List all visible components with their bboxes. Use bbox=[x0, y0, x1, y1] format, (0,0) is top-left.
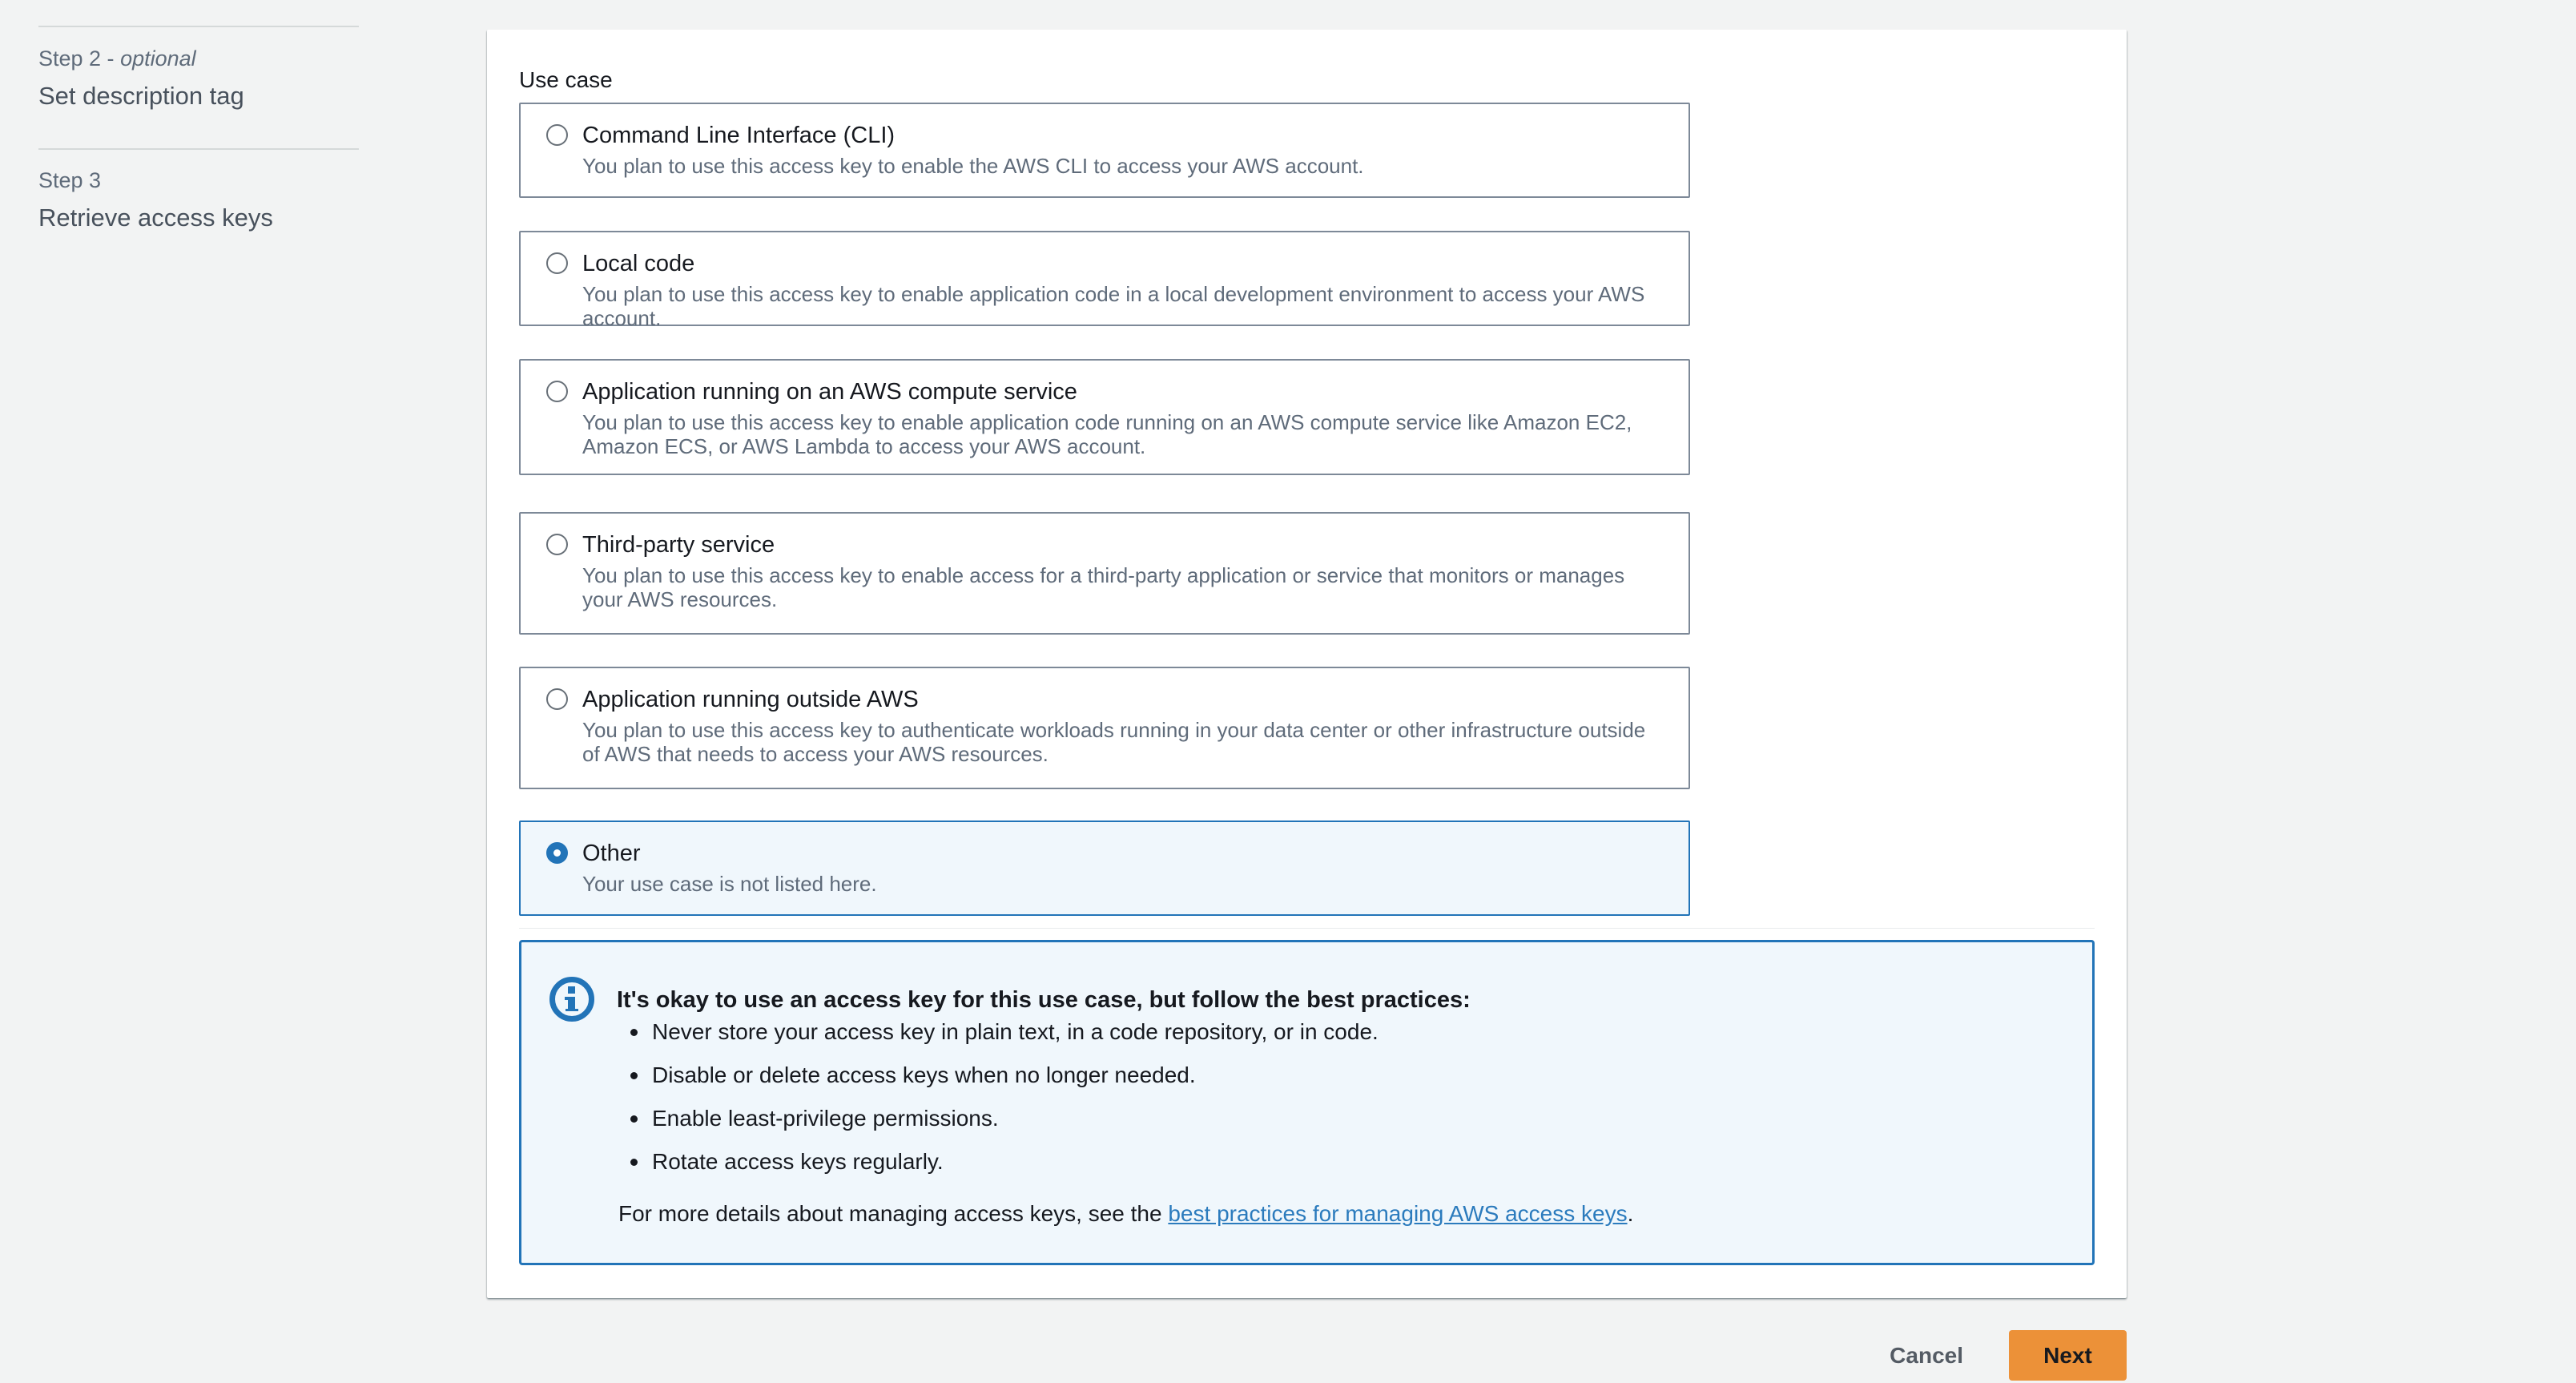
use-case-group-label: Use case bbox=[519, 67, 613, 92]
radio-button[interactable] bbox=[546, 534, 568, 555]
step-2-name: Set description tag bbox=[38, 82, 244, 110]
step-2-label bbox=[38, 45, 196, 72]
step-2-optional-text: optional bbox=[120, 46, 196, 71]
step-2-label-text: Step 2 - bbox=[38, 46, 121, 71]
option-description: You plan to use this access key to enable the AWS CLI to access your AWS account. bbox=[582, 154, 1364, 178]
radio-button[interactable] bbox=[546, 688, 568, 710]
best-practice-item: Enable least-privilege permissions. bbox=[630, 1107, 1379, 1131]
best-practices-list bbox=[630, 1020, 1379, 1193]
next-button[interactable]: Next bbox=[2009, 1330, 2127, 1381]
radio-button[interactable] bbox=[546, 252, 568, 274]
step-3-name: Retrieve access keys bbox=[38, 204, 273, 232]
use-case-option-cli[interactable] bbox=[519, 103, 1690, 198]
radio-button[interactable] bbox=[546, 124, 568, 146]
option-title: Third-party service bbox=[582, 532, 775, 558]
use-case-option-outside-aws[interactable] bbox=[519, 667, 1690, 789]
option-title: Application running outside AWS bbox=[582, 687, 919, 712]
radio-button-selected[interactable] bbox=[546, 842, 568, 864]
best-practice-item: Rotate access keys regularly. bbox=[630, 1150, 1379, 1174]
section-divider bbox=[519, 928, 2095, 929]
step-divider bbox=[38, 148, 359, 150]
option-title: Local code bbox=[582, 251, 695, 276]
alert-footer bbox=[618, 1200, 1633, 1228]
best-practices-link[interactable]: best practices for managing AWS access keys bbox=[1168, 1201, 1628, 1226]
use-case-option-other[interactable] bbox=[519, 821, 1690, 916]
option-description: You plan to use this access key to enable access for a third-party application or service that monitors or manages your AWS resources. bbox=[582, 563, 1625, 611]
option-description: You plan to use this access key to authenticate workloads running in your data center or other infrastructure outside of AWS that needs to access your AWS resources. bbox=[582, 718, 1646, 766]
best-practice-item: Never store your access key in plain text, in a code repository, or in code. bbox=[630, 1020, 1379, 1044]
radio-button[interactable] bbox=[546, 381, 568, 402]
alert-heading: It's okay to use an access key for this use case, but follow the best practices: bbox=[617, 987, 1471, 1013]
use-case-option-third-party[interactable] bbox=[519, 512, 1690, 635]
step-3-label-text: Step 3 bbox=[38, 168, 102, 192]
option-title: Application running on an AWS compute service bbox=[582, 379, 1077, 405]
use-case-option-local-code[interactable] bbox=[519, 231, 1690, 330]
option-description: Your use case is not listed here. bbox=[582, 872, 877, 896]
best-practices-info-alert bbox=[519, 940, 2095, 1265]
option-title: Command Line Interface (CLI) bbox=[582, 123, 896, 148]
option-title: Other bbox=[582, 841, 641, 866]
use-case-option-aws-compute[interactable] bbox=[519, 359, 1690, 475]
cancel-button[interactable]: Cancel bbox=[1890, 1342, 1963, 1368]
step-divider bbox=[38, 26, 359, 27]
info-icon bbox=[548, 975, 596, 1023]
best-practice-item: Disable or delete access keys when no longer needed. bbox=[630, 1063, 1379, 1087]
alert-footer-period: . bbox=[1627, 1201, 1634, 1226]
use-case-panel bbox=[487, 30, 2127, 1298]
alert-footer-text: For more details about managing access keys, see the bbox=[618, 1201, 1169, 1226]
option-description: You plan to use this access key to enable application code running on an AWS compute service like Amazon EC2, Amazon ECS, or AWS Lambda to access your AWS account. bbox=[582, 410, 1632, 458]
step-3-label bbox=[38, 167, 101, 194]
option-description: You plan to use this access key to enable application code in a local development environment to access your AWS account. bbox=[582, 282, 1645, 330]
wizard-actions bbox=[1890, 1330, 2127, 1381]
